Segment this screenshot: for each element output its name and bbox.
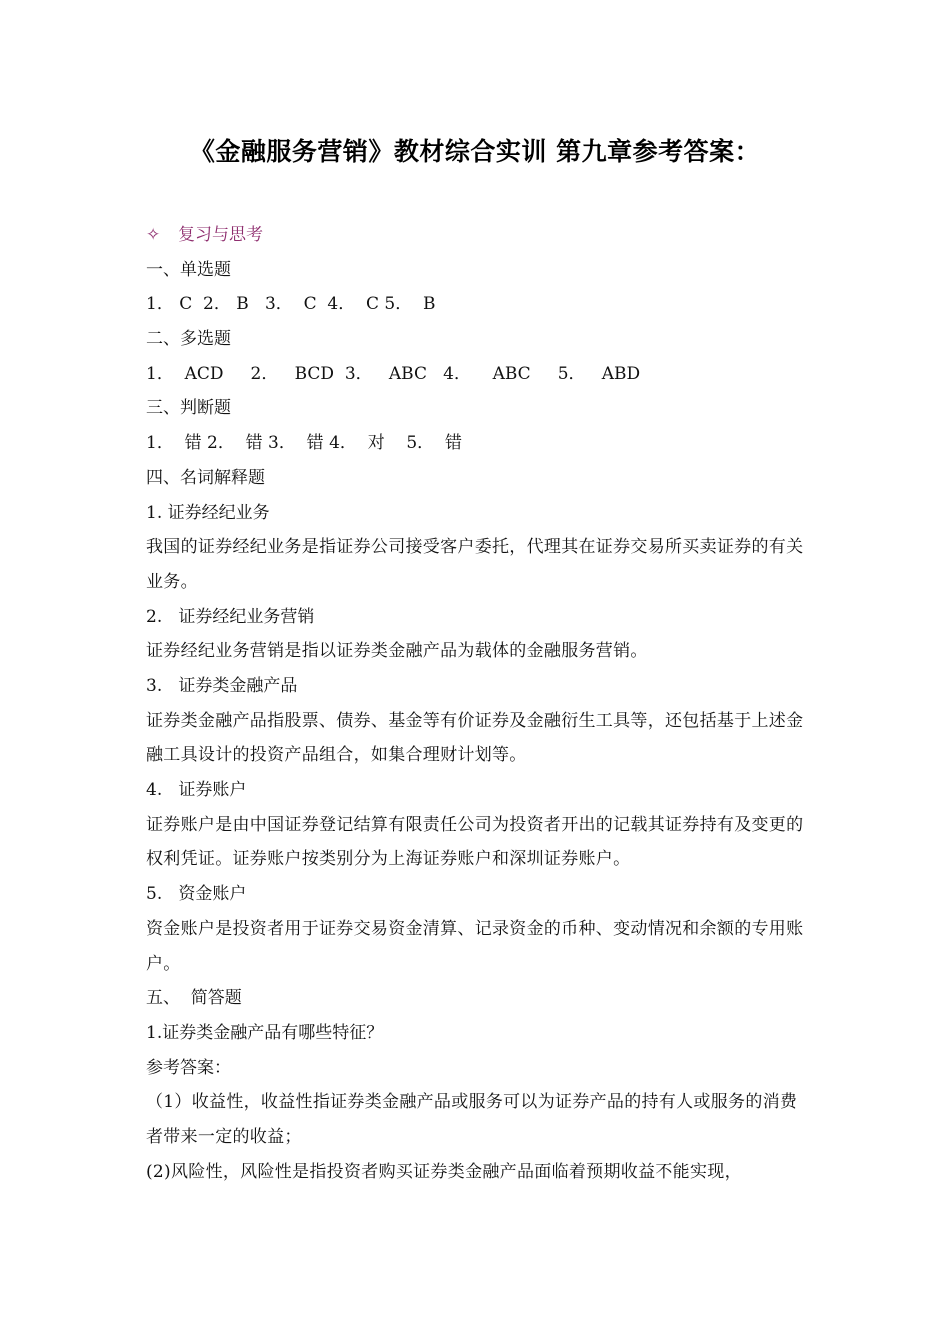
multi-choice-answers: 1． ACD 2． BCD 3． ABC 4． ABC 5． ABD [146,363,641,384]
answer-label: 参考答案： [146,1057,231,1078]
term-title: 2. 证券经纪业务营销 [146,606,315,627]
single-choice-heading: 一、单选题 [146,259,231,280]
document-body [146,218,814,1189]
term-title: 4. 证券账户 [146,780,247,801]
section-heading [146,218,814,253]
term-definition: 证券经纪业务营销是指以证券类金融产品为载体的金融服务营销。 [146,641,648,662]
answer-point: (2)风险性，风险性是指投资者购买证券类金融产品面临着预期收益不能实现， [146,1161,742,1182]
short-answer-heading: 五、 简答题 [146,988,242,1009]
true-false-heading: 三、判断题 [146,398,231,419]
terms-heading: 四、名词解释题 [146,467,265,488]
term-definition: 资金账户是投资者用于证券交易资金清算、记录资金的币种、变动情况和余额的专用账户。 [146,918,804,974]
answer-point: （1）收益性，收益性指证券类金融产品或服务可以为证券产品的持有人或服务的消费者带来一定的收益； [146,1092,798,1148]
sparkle-icon: ✧ [146,225,161,245]
multi-choice-heading: 二、多选题 [146,329,231,350]
true-false-answers: 1． 错 2． 错 3． 错 4． 对 5． 错 [146,433,462,454]
term-definition: 证券账户是由中国证券登记结算有限责任公司为投资者开出的记载其证券持有及变更的权利凭证。证券账户按类别分为上海证券账户和深圳证券账户。 [146,814,804,870]
single-choice-answers: 1． C 2． B 3． C 4． C 5． B [146,294,436,315]
short-answer-question: 1.证券类金融产品有哪些特征？ [146,1022,384,1043]
section-label: 复习与思考 [178,225,263,245]
term-definition: 证券类金融产品指股票、债券、基金等有价证券及金融衍生工具等，还包括基于上述金融工具设计的投资产品组合，如集合理财计划等。 [146,710,804,766]
term-title: 1. 证券经纪业务 [146,502,270,523]
term-title: 5. 资金账户 [146,884,247,905]
term-definition: 我国的证券经纪业务是指证券公司接受客户委托，代理其在证券交易所买卖证券的有关业务。 [146,537,804,592]
term-title: 3. 证券类金融产品 [146,675,298,696]
page-title: 《金融服务营销》教材综合实训 第九章参考答案： [189,137,761,166]
